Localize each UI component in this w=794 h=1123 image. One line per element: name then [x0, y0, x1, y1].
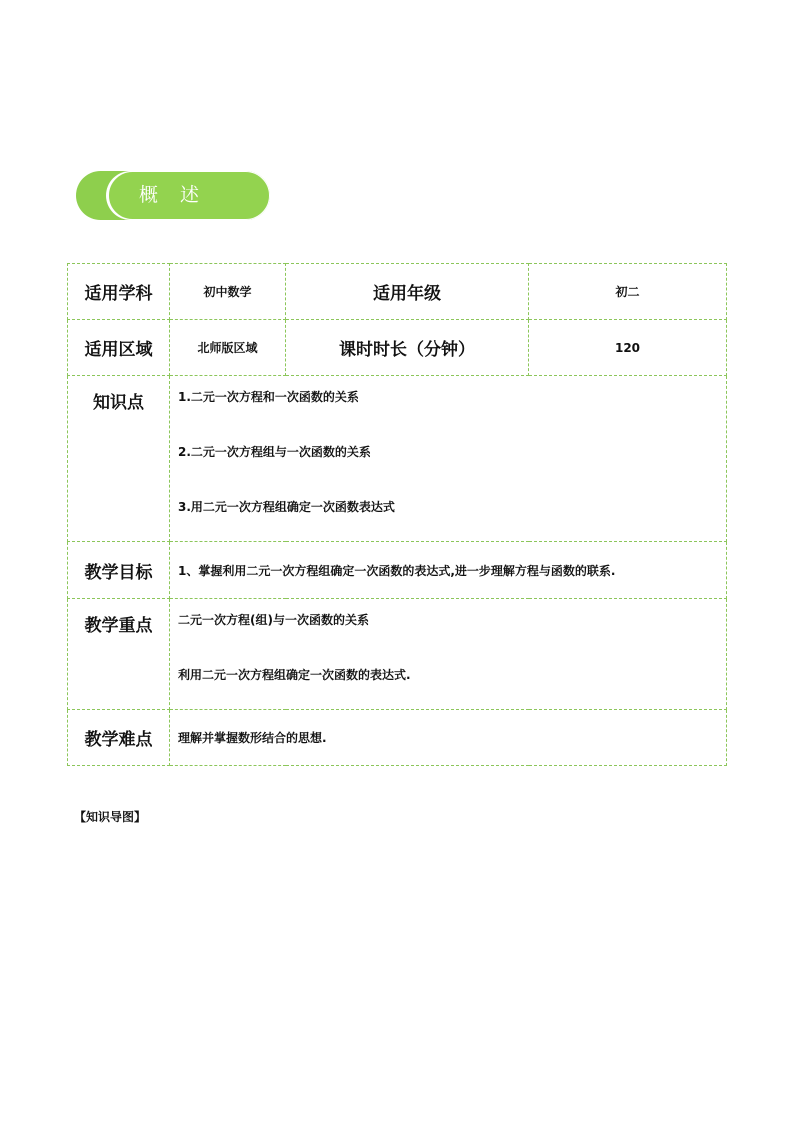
goal-text: 1、掌握利用二元一次方程组确定一次函数的表达式,进一步理解方程与函数的联系.	[170, 542, 727, 599]
difficulty-label: 教学难点	[68, 710, 170, 766]
section-title: 概 述	[138, 184, 208, 206]
knowledge-item: 3.用二元一次方程组确定一次函数表达式	[178, 500, 395, 514]
knowledge-points	[170, 376, 727, 542]
region-value: 北师版区域	[170, 320, 286, 376]
duration-value: 120	[529, 320, 727, 376]
difficulty-text: 理解并掌握数形结合的思想.	[170, 710, 727, 766]
subject-label: 适用学科	[68, 264, 170, 320]
focus-points	[170, 599, 727, 710]
goal-label: 教学目标	[68, 542, 170, 599]
mindmap-label: 【知识导图】	[74, 810, 147, 824]
duration-label: 课时时长（分钟）	[286, 320, 529, 376]
focus-item: 二元一次方程(组)与一次函数的关系	[178, 613, 369, 627]
knowledge-label: 知识点	[68, 376, 170, 542]
grade-value: 初二	[529, 264, 727, 320]
subject-value: 初中数学	[170, 264, 286, 320]
table-row-goal	[68, 542, 727, 599]
region-label: 适用区域	[68, 320, 170, 376]
grade-label: 适用年级	[286, 264, 529, 320]
knowledge-item: 1.二元一次方程和一次函数的关系	[178, 390, 359, 404]
overview-table	[67, 263, 727, 766]
table-row-focus	[68, 599, 727, 710]
table-row-subject	[68, 264, 727, 320]
focus-item: 利用二元一次方程组确定一次函数的表达式.	[178, 668, 411, 682]
table-row-knowledge	[68, 376, 727, 542]
knowledge-item: 2.二元一次方程组与一次函数的关系	[178, 445, 371, 459]
table-row-difficulty	[68, 710, 727, 766]
table-row-region	[68, 320, 727, 376]
focus-label: 教学重点	[68, 599, 170, 710]
